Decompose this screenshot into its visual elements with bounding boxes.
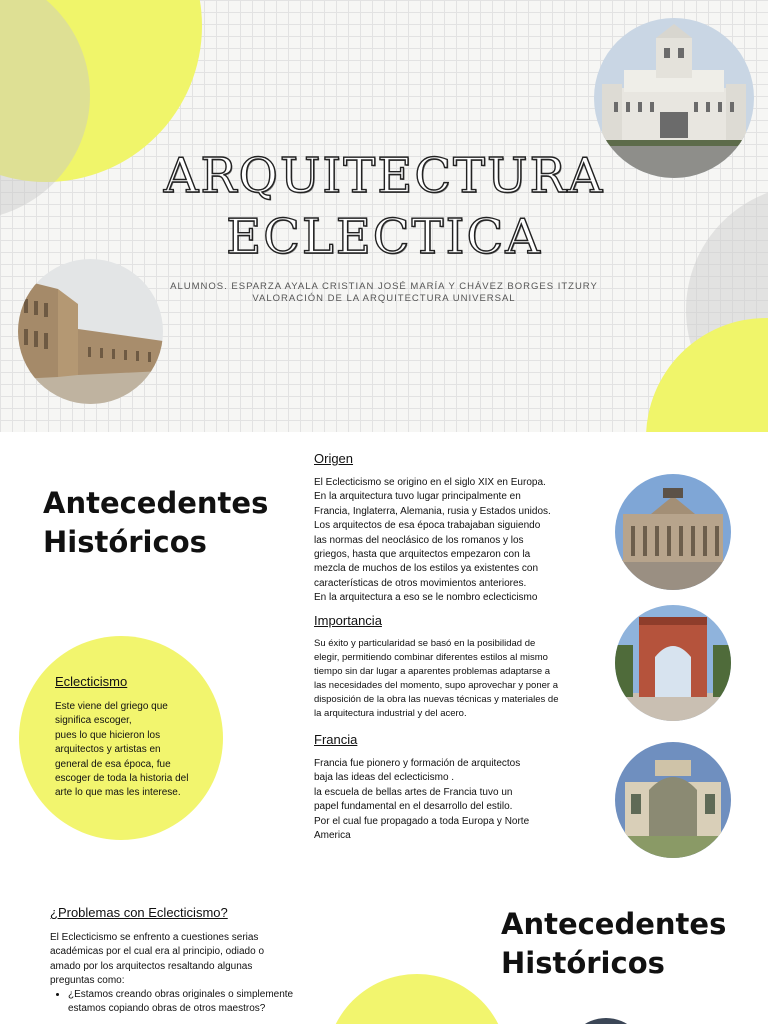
- francia-text: Francia fue pionero y formación de arquitectos baja las ideas del eclecticismo . la escuela de bellas artes de Francia tuvo un papel fundamental en el desarrollo del estilo. Por el cual fue propagado a toda Europa y Norte America: [314, 758, 530, 842]
- problemas-questions: [50, 988, 330, 1017]
- question-item: • ¿Estamos creando obras originales o simplemente estamos copiando obras de otros maestros?: [68, 988, 330, 1017]
- cover-slide: [0, 0, 768, 432]
- problemas-title: ¿Problemas con Eclecticismo?: [50, 905, 228, 920]
- photo-konzerthaus: [615, 474, 731, 590]
- heading-line-1: Antecedentes: [501, 907, 727, 941]
- title-line-1: ARQUITECTURA: [163, 148, 605, 204]
- heading-line-2: Históricos: [501, 946, 665, 980]
- problemas-heading: [501, 905, 726, 983]
- heading-line-1: Antecedentes: [43, 486, 269, 520]
- authors-line: ALUMNOS. ESPARZA AYALA CRISTIAN JOSÉ MARÍA Y CHÁVEZ BORGES ITZURY: [170, 281, 598, 292]
- francia-title: Francia: [314, 732, 358, 747]
- antecedentes-heading: [43, 484, 268, 562]
- problemas-slide: [0, 880, 768, 1024]
- importancia-title: Importancia: [314, 613, 382, 628]
- problemas-yellow-circle: [326, 974, 508, 1024]
- eclecticismo-text: Este viene del griego que significa escoger, pues lo que hicieron los arquitectos y artistas en general de esa época, fue escoger de toda la historia del arte lo que mas les interese.: [55, 701, 189, 799]
- eclecticismo-title: Eclecticismo: [55, 674, 128, 689]
- photo-arc-de-triomf: [615, 605, 731, 721]
- course-line: VALORACIÓN DE LA ARQUITECTURA UNIVERSAL: [252, 293, 516, 304]
- photo-partial-bottom: [566, 1018, 646, 1024]
- title-line-2: ECLECTICA: [226, 209, 542, 265]
- origen-text: El Eclecticismo se origino en el siglo XIX en Europa. En la arquitectura tuvo lugar principalmente en Francia, Inglaterra, Alemania, rusia y Estados unidos. Los arquitectos de esa época trabajaban siguiendo las normas del neoclásico de los romanos y los griegos, hasta que arquitectos empezaron con la mezcla de muchos de los estilos ya existentes con características de otros movimientos anteriores. En la arquitectura a eso se le nombro eclecticismo: [314, 477, 551, 604]
- problemas-text: El Eclecticismo se enfrento a cuestiones serias académicas por el cual era al principio, odiado o amado por los arquitectos resaltando algunas preguntas como:: [50, 932, 265, 987]
- importancia-text: Su éxito y particularidad se basó en la posibilidad de elegir, permitiendo combinar diferentes estilos al mismo tiempo sin dar lugar a aparentes problemas adaptarse a las necesidades del momento, supo aprovechar y poner a disposición de la obra las nuevas técnicas y materiales de la arquitectura industrial y del acero.: [314, 638, 559, 720]
- heading-line-2: Históricos: [43, 525, 207, 559]
- photo-palacio-cristal: [615, 742, 731, 858]
- yellow-circle-bottomright: [646, 318, 768, 432]
- origen-title: Origen: [314, 451, 354, 466]
